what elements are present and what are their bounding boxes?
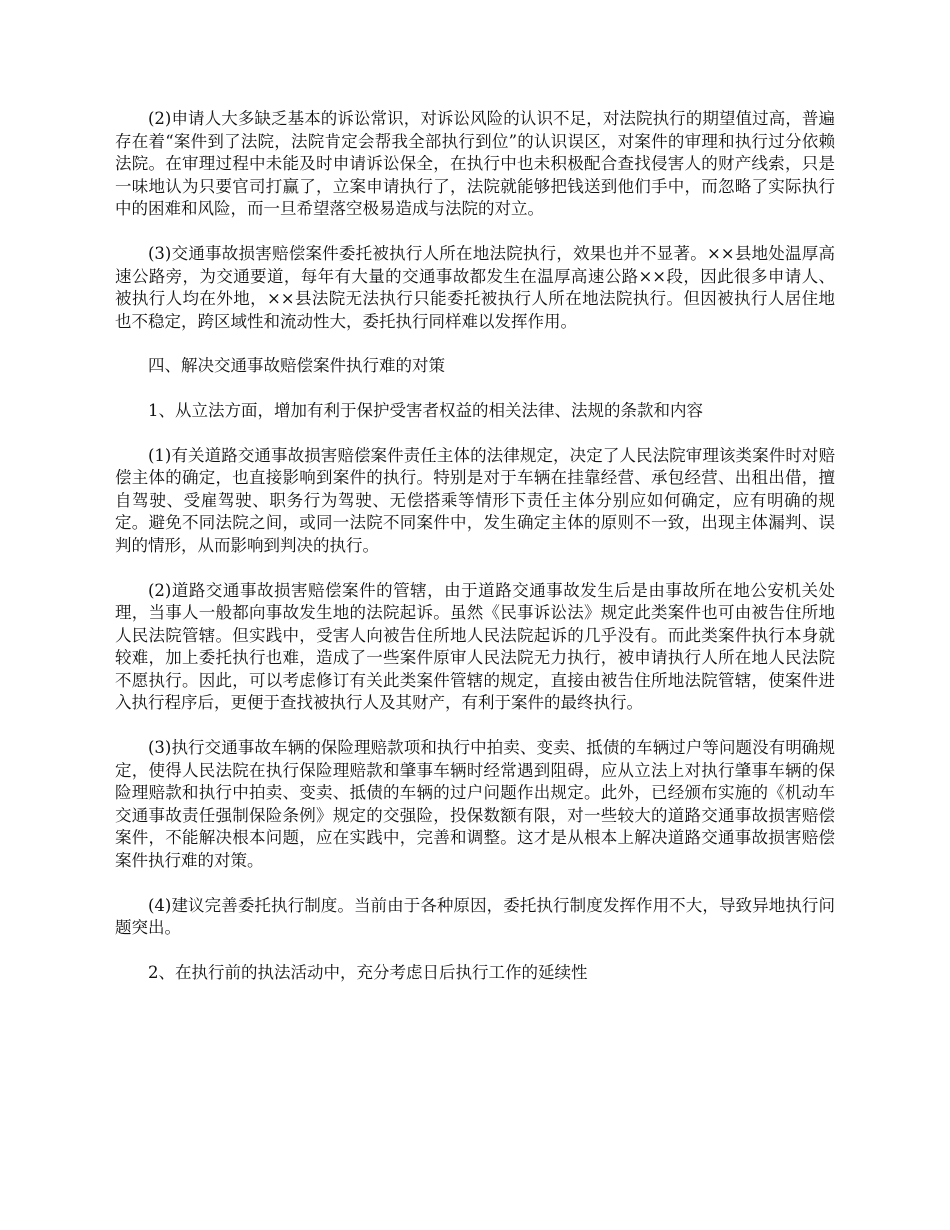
section-heading-countermeasures: 四、解决交通事故赔偿案件执行难的对策 xyxy=(148,356,445,376)
paragraph-jurisdiction: (2)道路交通事故损害赔偿案件的管辖，由于道路交通事故发生后是由事故所在地公安机关处理，当事人一般都向事故发生地的法院起诉。虽然《民事诉讼法》规定此类案件也可由被告住所地人民法院管辖。但实践中，受害人向被告住所地人民法院起诉的几乎没有。而此类案件执行本身就较难，加上委托执行也难，造成了一些案件原审人民法院无力执行，被申请执行人所在地人民法院不愿执行。因此，可以考虑修订有关此类案件管辖的规定，直接由被告住所地法院管辖，使案件进入执行程序后，更便于查找被执行人及其财产，有利于案件的最终执行。 xyxy=(115,580,835,713)
paragraph-insurance-claims: (3)执行交通事故车辆的保险理赔款项和执行中拍卖、变卖、抵债的车辆过户等问题没有明确规定，使得人民法院在执行保险理赔款和肇事车辆时经常遇到阻碍，应从立法上对执行肇事车辆的保险理赔款和执行中拍卖、变卖、抵债的车辆的过户问题作出规定。此外，已经颁布实施的《机动车交通事故责任强制保险条例》规定的交强险，投保数额有限，对一些较大的道路交通事故损害赔偿案件，不能解决根本问题，应在实践中，完善和调整。这才是从根本上解决道路交通事故损害赔偿案件执行难的对策。 xyxy=(115,738,835,871)
paragraph-entrustment-system: (4)建议完善委托执行制度。当前由于各种原因，委托执行制度发挥作用不大，导致异地执行问题突出。 xyxy=(115,895,835,938)
subsection-heading-legislation: 1、从立法方面，增加有利于保护受害者权益的相关法律、法规的条款和内容 xyxy=(148,400,703,420)
subsection-heading-pre-execution: 2、在执行前的执法活动中，充分考虑日后执行工作的延续性 xyxy=(148,962,588,982)
paragraph-liability-subject: (1)有关道路交通事故损害赔偿案件责任主体的法律规定，决定了人民法院审理该类案件时对赔偿主体的确定，也直接影响到案件的执行。特别是对于车辆在挂靠经营、承包经营、出租出借，擅自驾驶、受雇驾驶、职务行为驾驶、无偿搭乘等情形下责任主体分别应如何确定，应有明确的规定。避免不同法院之间，或同一法院不同案件中，发生确定主体的原则不一致，出现主体漏判、误判的情形，从而影响到判决的执行。 xyxy=(115,445,835,555)
document-body xyxy=(115,108,835,1006)
paragraph-entrusted-execution: (3)交通事故损害赔偿案件委托被执行人所在地法院执行，效果也并不显著。××县地处温厚高速公路旁，为交通要道，每年有大量的交通事故都发生在温厚高速公路××段，因此很多申请人、被执行人均在外地，××县法院无法执行只能委托被执行人所在地法院执行。但因被执行人居住地也不稳定，跨区域性和流动性大，委托执行同样难以发挥作用。 xyxy=(115,243,835,331)
paragraph-applicant-expectations: (2)申请人大多缺乏基本的诉讼常识，对诉讼风险的认识不足，对法院执行的期望值过高，普遍存在着“案件到了法院，法院肯定会帮我全部执行到位”的认识误区，对案件的审理和执行过分依赖法院。在审理过程中未能及时申请诉讼保全，在执行中也未积极配合查找侵害人的财产线索，只是一味地认为只要官司打赢了，立案申请执行了，法院就能够把钱送到他们手中，而忽略了实际执行中的困难和风险，而一旦希望落空极易造成与法院的对立。 xyxy=(115,109,835,219)
